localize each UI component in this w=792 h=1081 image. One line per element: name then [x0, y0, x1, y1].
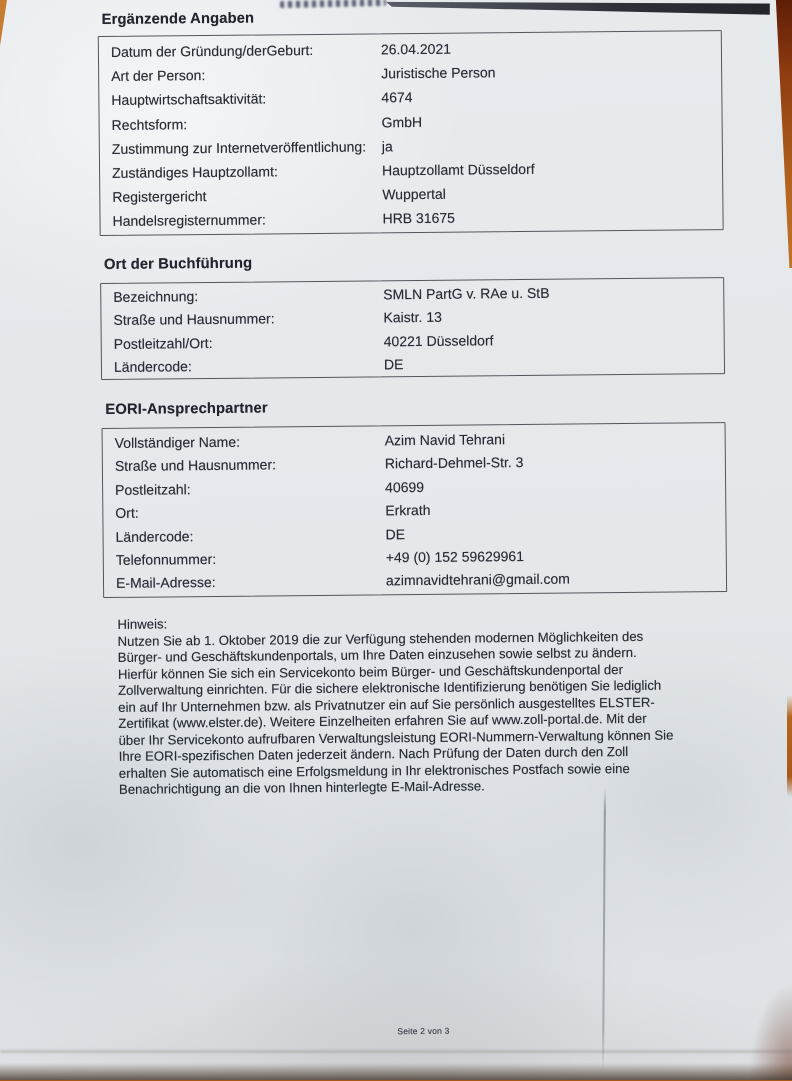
note-line: ein auf Ihr Unternehmen bzw. als Privatnutzer ein auf Sie persönlich ausgestelltes ELSTER-: [118, 694, 655, 715]
field-value: DE: [383, 356, 404, 373]
note-heading: Hinweis:: [117, 616, 168, 632]
field-label: Straße und Hausnummer:: [113, 310, 275, 329]
table-row: [104, 567, 726, 596]
field-label: Straße und Hausnummer:: [114, 456, 277, 475]
eori-contact-table: [102, 422, 728, 598]
field-label: Rechtsform:: [111, 115, 188, 133]
note-line: über Ihr Servicekonto aufrufbaren Verwaltungsleistung EORI-Nummern-Verwaltung können Sie: [118, 727, 674, 748]
field-label: Art der Person:: [111, 67, 206, 85]
page-number: Seite 2 von 3: [397, 1025, 450, 1037]
field-value: Wuppertal: [382, 185, 446, 203]
field-value: HRB 31675: [382, 210, 456, 227]
field-label: Postleitzahl:: [115, 481, 191, 498]
section-title-eori-ansprechpartner: EORI-Ansprechpartner: [105, 400, 268, 419]
field-label: Ländercode:: [113, 358, 192, 376]
field-value: 40699: [385, 478, 425, 496]
field-value: Azim Navid Tehrani: [384, 431, 506, 449]
paper-crease-horizontal: [0, 1050, 792, 1053]
note-line: Ihre EORI-spezifischen Daten jederzeit ändern. Nach Prüfung der Daten durch den Zoll: [118, 744, 629, 764]
field-value: azimnavidtehrani@gmail.com: [385, 570, 570, 589]
paper-bottom-edge-shadow: [0, 1063, 792, 1080]
field-label: Zustimmung zur Internetveröffentlichung:: [111, 138, 367, 157]
field-label: Vollständiger Name:: [114, 433, 241, 451]
note-block: [117, 611, 741, 798]
note-line: Zertifikat (www.elster.de). Weitere Einzelheiten erfahren Sie auf www.zoll-portal.de. Mit der: [118, 710, 647, 731]
field-value: +49 (0) 152 59629961: [385, 548, 525, 566]
field-label: Ländercode:: [115, 527, 194, 545]
bookkeeping-location-table: [100, 277, 725, 380]
field-value: GmbH: [381, 113, 423, 130]
note-line: Nutzen Sie ab 1. Oktober 2019 die zur Verfügung stehenden modernen Möglichkeiten des: [117, 628, 644, 649]
field-value: 40221 Düsseldorf: [383, 332, 494, 350]
field-label: Postleitzahl/Ort:: [113, 334, 213, 352]
field-value: DE: [385, 525, 406, 542]
section-title-ergaenzende-angaben: Ergänzende Angaben: [101, 10, 255, 29]
field-label: Ort:: [115, 504, 139, 522]
field-label: Datum der Gründung/derGeburt:: [110, 42, 314, 60]
field-label: Telefonnummer:: [115, 550, 217, 568]
field-value: Juristische Person: [381, 64, 496, 82]
supplementary-info-table: [98, 30, 724, 236]
note-line: Bürger- und Geschäftskundenportals, um Ihre Daten einzusehen sowie selbst zu ändern.: [117, 644, 637, 665]
field-value: Kaistr. 13: [383, 309, 442, 326]
field-value: Richard-Dehmel-Str. 3: [384, 454, 524, 472]
field-value: SMLN PartG v. RAe u. StB: [383, 284, 550, 303]
note-body: [118, 627, 742, 798]
field-value: 26.04.2021: [380, 40, 452, 58]
note-line: Benachrichtigung an die von Ihnen hinterlegte E-Mail-Adresse.: [118, 778, 485, 797]
table-edge-right: [787, 695, 792, 797]
field-value: Hauptzollamt Düsseldorf: [381, 160, 535, 179]
field-label: Hauptwirtschaftsaktivität:: [111, 90, 267, 109]
note-line: erhalten Sie automatisch eine Erfolgsmeldung in Ihr elektronisches Postfach sowie eine: [118, 760, 630, 781]
section-title-ort-der-buchfuehrung: Ort der Buchführung: [103, 255, 253, 274]
field-label: Handelsregisternummer:: [112, 211, 266, 230]
note-line: Hierfür können Sie sich ein Servicekonto beim Bürger- und Geschäftskundenportal der: [117, 661, 624, 682]
field-value: Erkrath: [385, 502, 431, 519]
table-row: [102, 350, 724, 379]
field-value: 4674: [381, 89, 413, 106]
field-label: E-Mail-Adresse:: [115, 574, 216, 592]
field-label: Registergericht: [112, 188, 207, 206]
note-line: Zollverwaltung einrichten. Für die sichere elektronische Identifizierung benötigen Sie lediglich: [117, 677, 662, 698]
table-row: [100, 204, 722, 234]
field-label: Bezeichnung:: [113, 288, 199, 305]
field-value: ja: [381, 138, 393, 155]
field-label: Zuständiges Hauptzollamt:: [112, 163, 278, 181]
